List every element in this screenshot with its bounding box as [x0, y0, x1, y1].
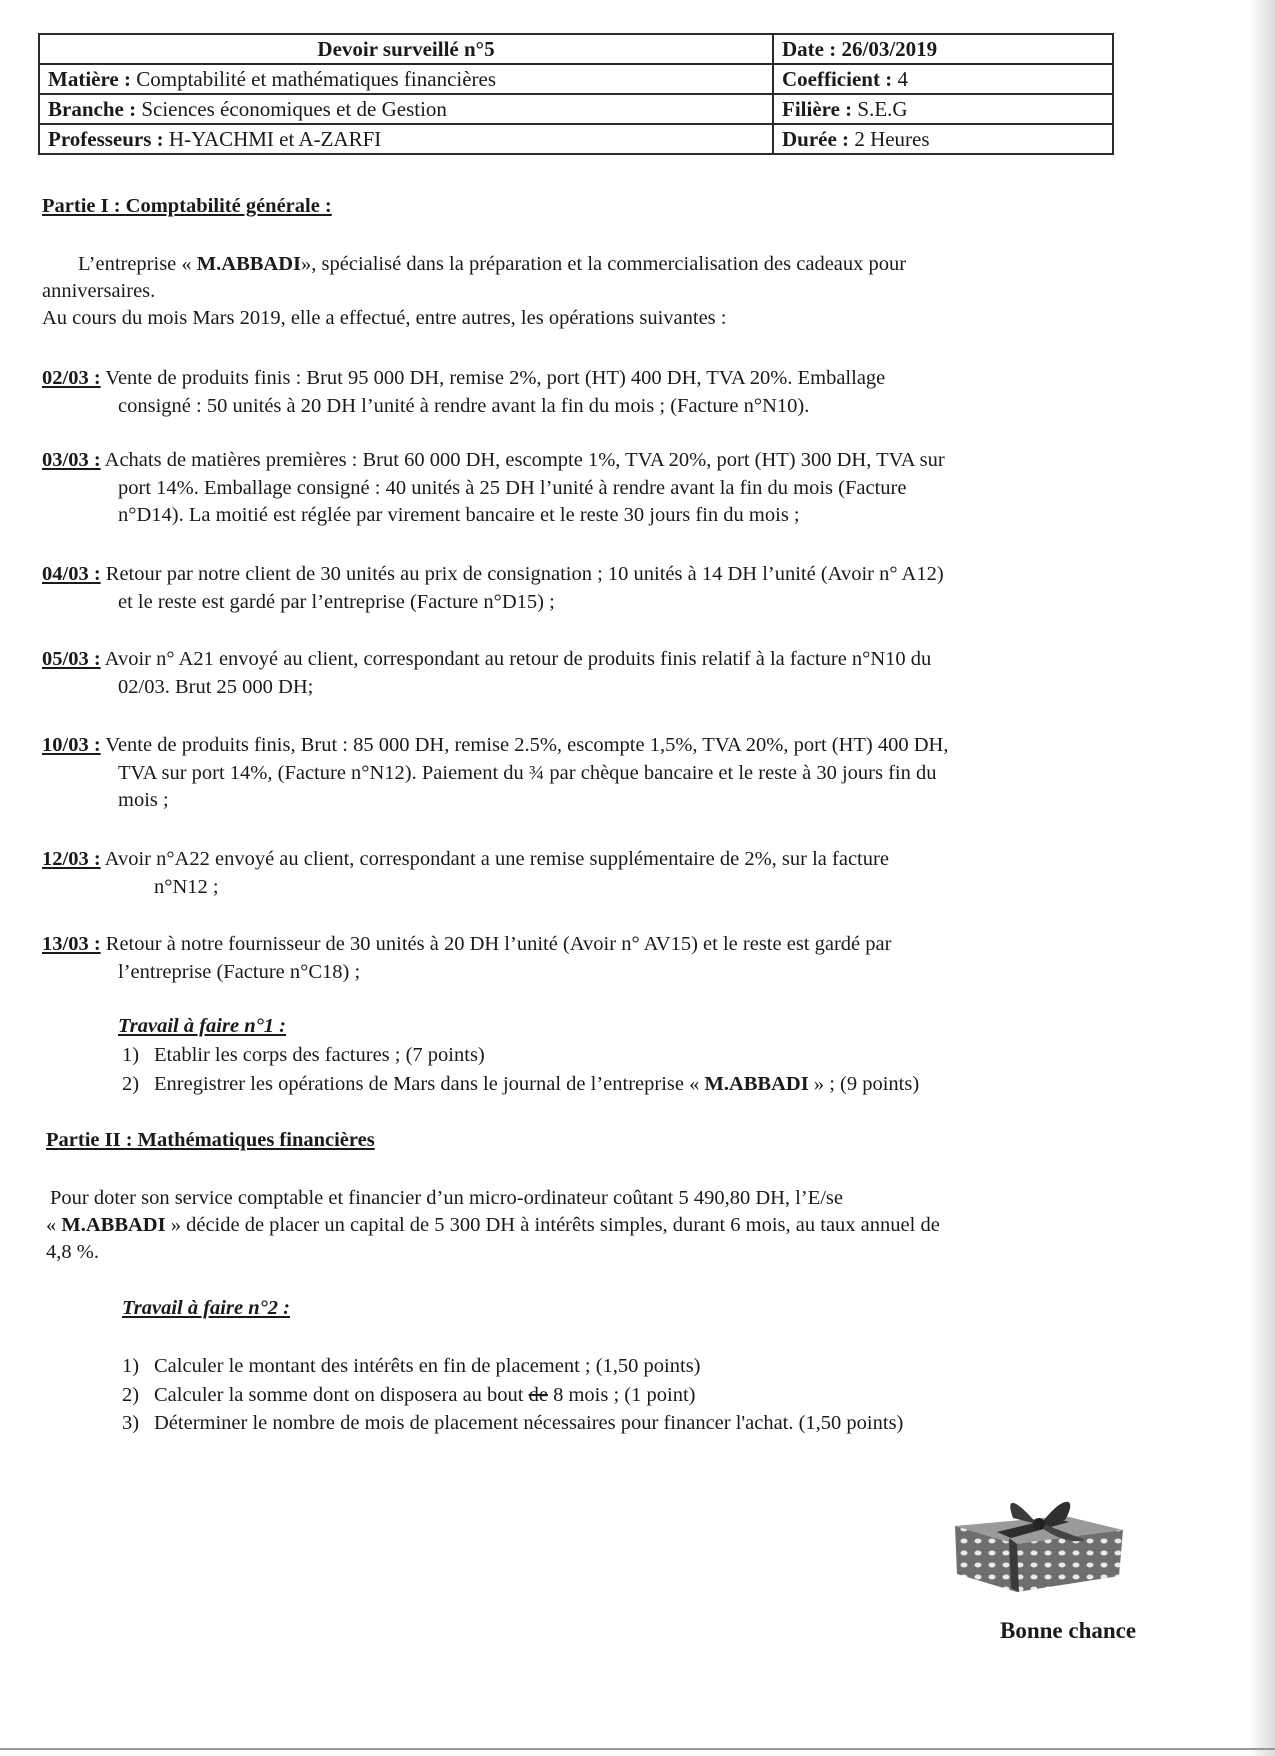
operation-item — [42, 365, 1142, 420]
matiere-label: Matière : — [48, 67, 131, 91]
operation-line-1: Retour à notre fournisseur de 30 unités à 20 DH l’unité (Avoir n° AV15) et le reste est gardé par — [105, 933, 892, 955]
filiere-value: S.E.G — [857, 97, 908, 121]
operation-date: 04/03 : — [42, 563, 101, 585]
professeurs-cell — [39, 124, 773, 154]
operation-line-2: n°N12 ; — [154, 875, 219, 898]
coefficient-value: 4 — [897, 67, 908, 91]
part2-text-a: « — [46, 1214, 57, 1236]
operation-date: 10/03 : — [42, 734, 101, 756]
branche-cell — [39, 94, 773, 124]
operation-line-1: Vente de produits finis, Brut : 85 000 DH, remise 2.5%, escompte 1,5%, TVA 20%, port (HT) 400 DH, — [105, 734, 949, 756]
operation-line-1: Retour par notre client de 30 unités au prix de consignation ; 10 unités à 14 DH l’unité (Avoir n° A12) — [105, 563, 944, 585]
header-row — [39, 64, 1113, 94]
part2-title: Partie II : Mathématiques financières — [46, 1129, 375, 1151]
professeurs-value: H-YACHMI et A-ZARFI — [168, 127, 382, 151]
header-row — [39, 94, 1113, 124]
duree-value: 2 Heures — [854, 127, 930, 151]
task-text-a: Calculer la somme dont on disposera au bout — [154, 1384, 524, 1406]
operation-item — [42, 447, 1142, 530]
filiere-label: Filière : — [782, 97, 853, 121]
duree-label: Durée : — [782, 127, 850, 151]
task-number: 3) — [122, 1412, 140, 1434]
operation-line-1: Avoir n° A21 envoyé au client, correspondant au retour de produits finis relatif à la facture n°N10 du — [104, 648, 932, 670]
operation-date: 12/03 : — [42, 848, 101, 870]
task-item — [122, 1071, 919, 1098]
header-row — [39, 34, 1113, 64]
coefficient-cell — [773, 64, 1113, 94]
task-item — [122, 1042, 485, 1069]
task-text: Déterminer le nombre de mois de placement nécessaires pour financer l'achat. (1,50 points) — [154, 1412, 904, 1434]
operation-item — [42, 846, 1142, 901]
branche-value: Sciences économiques et de Gestion — [141, 97, 447, 121]
matiere-cell — [39, 64, 773, 94]
date-cell — [773, 34, 1113, 64]
part2-intro — [46, 1185, 1146, 1266]
operation-line-2: TVA sur port 14%, (Facture n°N12). Paiement du ¾ par chèque bancaire et le reste à 30 jours fin du — [118, 761, 937, 784]
intro-line-2: anniversaires. — [42, 280, 156, 302]
task-item — [122, 1382, 695, 1409]
professeurs-label: Professeurs : — [48, 127, 164, 151]
part1-title: Partie I : Comptabilité générale : — [42, 195, 332, 217]
operation-line-2: consigné : 50 unités à 20 DH l’unité à rendre avant la fin du mois ; (Facture n°N10). — [118, 394, 810, 417]
task-number: 1) — [122, 1044, 140, 1066]
part2-line-2 — [46, 1212, 1146, 1239]
task2-title: Travail à faire n°2 : — [122, 1297, 291, 1319]
operation-line-2: 02/03. Brut 25 000 DH; — [118, 675, 314, 698]
part2-line-1: Pour doter son service comptable et financier d’un micro-ordinateur coûtant 5 490,80 DH, l’E/se — [50, 1187, 843, 1209]
task-text: Etablir les corps des factures ; (7 points) — [154, 1044, 485, 1066]
operation-item — [42, 931, 1142, 986]
operation-line-1: Vente de produits finis : Brut 95 000 DH, remise 2%, port (HT) 400 DH, TVA 20%. Emballage — [105, 367, 886, 389]
branche-label: Branche : — [48, 97, 137, 121]
task-text-b: » ; (9 points) — [813, 1073, 920, 1095]
operation-item — [42, 732, 1142, 815]
operation-date: 13/03 : — [42, 933, 101, 955]
task1-title: Travail à faire n°1 : — [118, 1015, 287, 1037]
date-label: Date : — [782, 37, 837, 61]
coefficient-label: Coefficient : — [782, 67, 893, 91]
exam-title: Devoir surveillé n°5 — [317, 37, 495, 61]
intro-text-b: », spécialisé dans la préparation et la commercialisation des cadeaux pour — [301, 253, 907, 275]
struck-word: de — [528, 1384, 548, 1406]
task-item — [122, 1410, 903, 1437]
intro-text-a: L’entreprise « — [78, 253, 192, 275]
task-text-a: Enregistrer les opérations de Mars dans le journal de l’entreprise « — [154, 1073, 700, 1095]
company-name: M.ABBADI — [704, 1073, 809, 1095]
task-text-b: 8 mois ; (1 point) — [553, 1384, 696, 1406]
part1-intro — [42, 251, 1142, 332]
closing-text: Bonne chance — [1000, 1618, 1137, 1643]
operation-line-3: mois ; — [118, 789, 169, 811]
task-item — [122, 1353, 701, 1380]
operation-line-1: Achats de matières premières : Brut 60 000 DH, escompte 1%, TVA 20%, port (HT) 300 DH, TVA sur — [104, 449, 945, 471]
operation-line-1: Avoir n°A22 envoyé au client, correspondant a une remise supplémentaire de 2%, sur la facture — [104, 848, 889, 870]
operation-item — [42, 561, 1142, 616]
operation-date: 05/03 : — [42, 648, 101, 670]
intro-line-1 — [42, 251, 1142, 278]
operation-line-2: l’entreprise (Facture n°C18) ; — [118, 960, 361, 983]
page-bottom-edge — [0, 1748, 1275, 1750]
filiere-cell — [773, 94, 1113, 124]
operation-line-2: port 14%. Emballage consigné : 40 unités à 25 DH l’unité à rendre avant la fin du mois (Facture — [118, 476, 907, 499]
duree-cell — [773, 124, 1113, 154]
operation-date: 02/03 : — [42, 367, 101, 389]
task-number: 2) — [122, 1384, 140, 1406]
task-text: Calculer le montant des intérêts en fin de placement ; (1,50 points) — [154, 1355, 701, 1377]
operation-date: 03/03 : — [42, 449, 101, 471]
company-name: M.ABBADI — [196, 253, 302, 275]
operation-line-2: et le reste est gardé par l’entreprise (Facture n°D15) ; — [118, 590, 555, 613]
header-row — [39, 124, 1113, 154]
part2-text-b: » décide de placer un capital de 5 300 DH à intérêts simples, durant 6 mois, au taux annuel de — [170, 1214, 940, 1236]
date-value: 26/03/2019 — [841, 37, 938, 61]
header-table — [38, 33, 1114, 155]
matiere-value: Comptabilité et mathématiques financières — [136, 67, 497, 91]
gift-box-icon — [945, 1488, 1135, 1598]
operation-line-3: n°D14). La moitié est réglée par virement bancaire et le reste 30 jours fin du mois ; — [118, 504, 800, 526]
operation-item — [42, 646, 1142, 701]
page-edge-shadow — [1249, 0, 1275, 1756]
intro-line-3: Au cours du mois Mars 2019, elle a effectué, entre autres, les opérations suivantes : — [42, 307, 727, 329]
task-number: 2) — [122, 1073, 140, 1095]
exam-title-cell — [39, 34, 773, 64]
task-number: 1) — [122, 1355, 140, 1377]
part2-line-3: 4,8 %. — [46, 1241, 99, 1263]
company-name: M.ABBADI — [61, 1214, 166, 1236]
